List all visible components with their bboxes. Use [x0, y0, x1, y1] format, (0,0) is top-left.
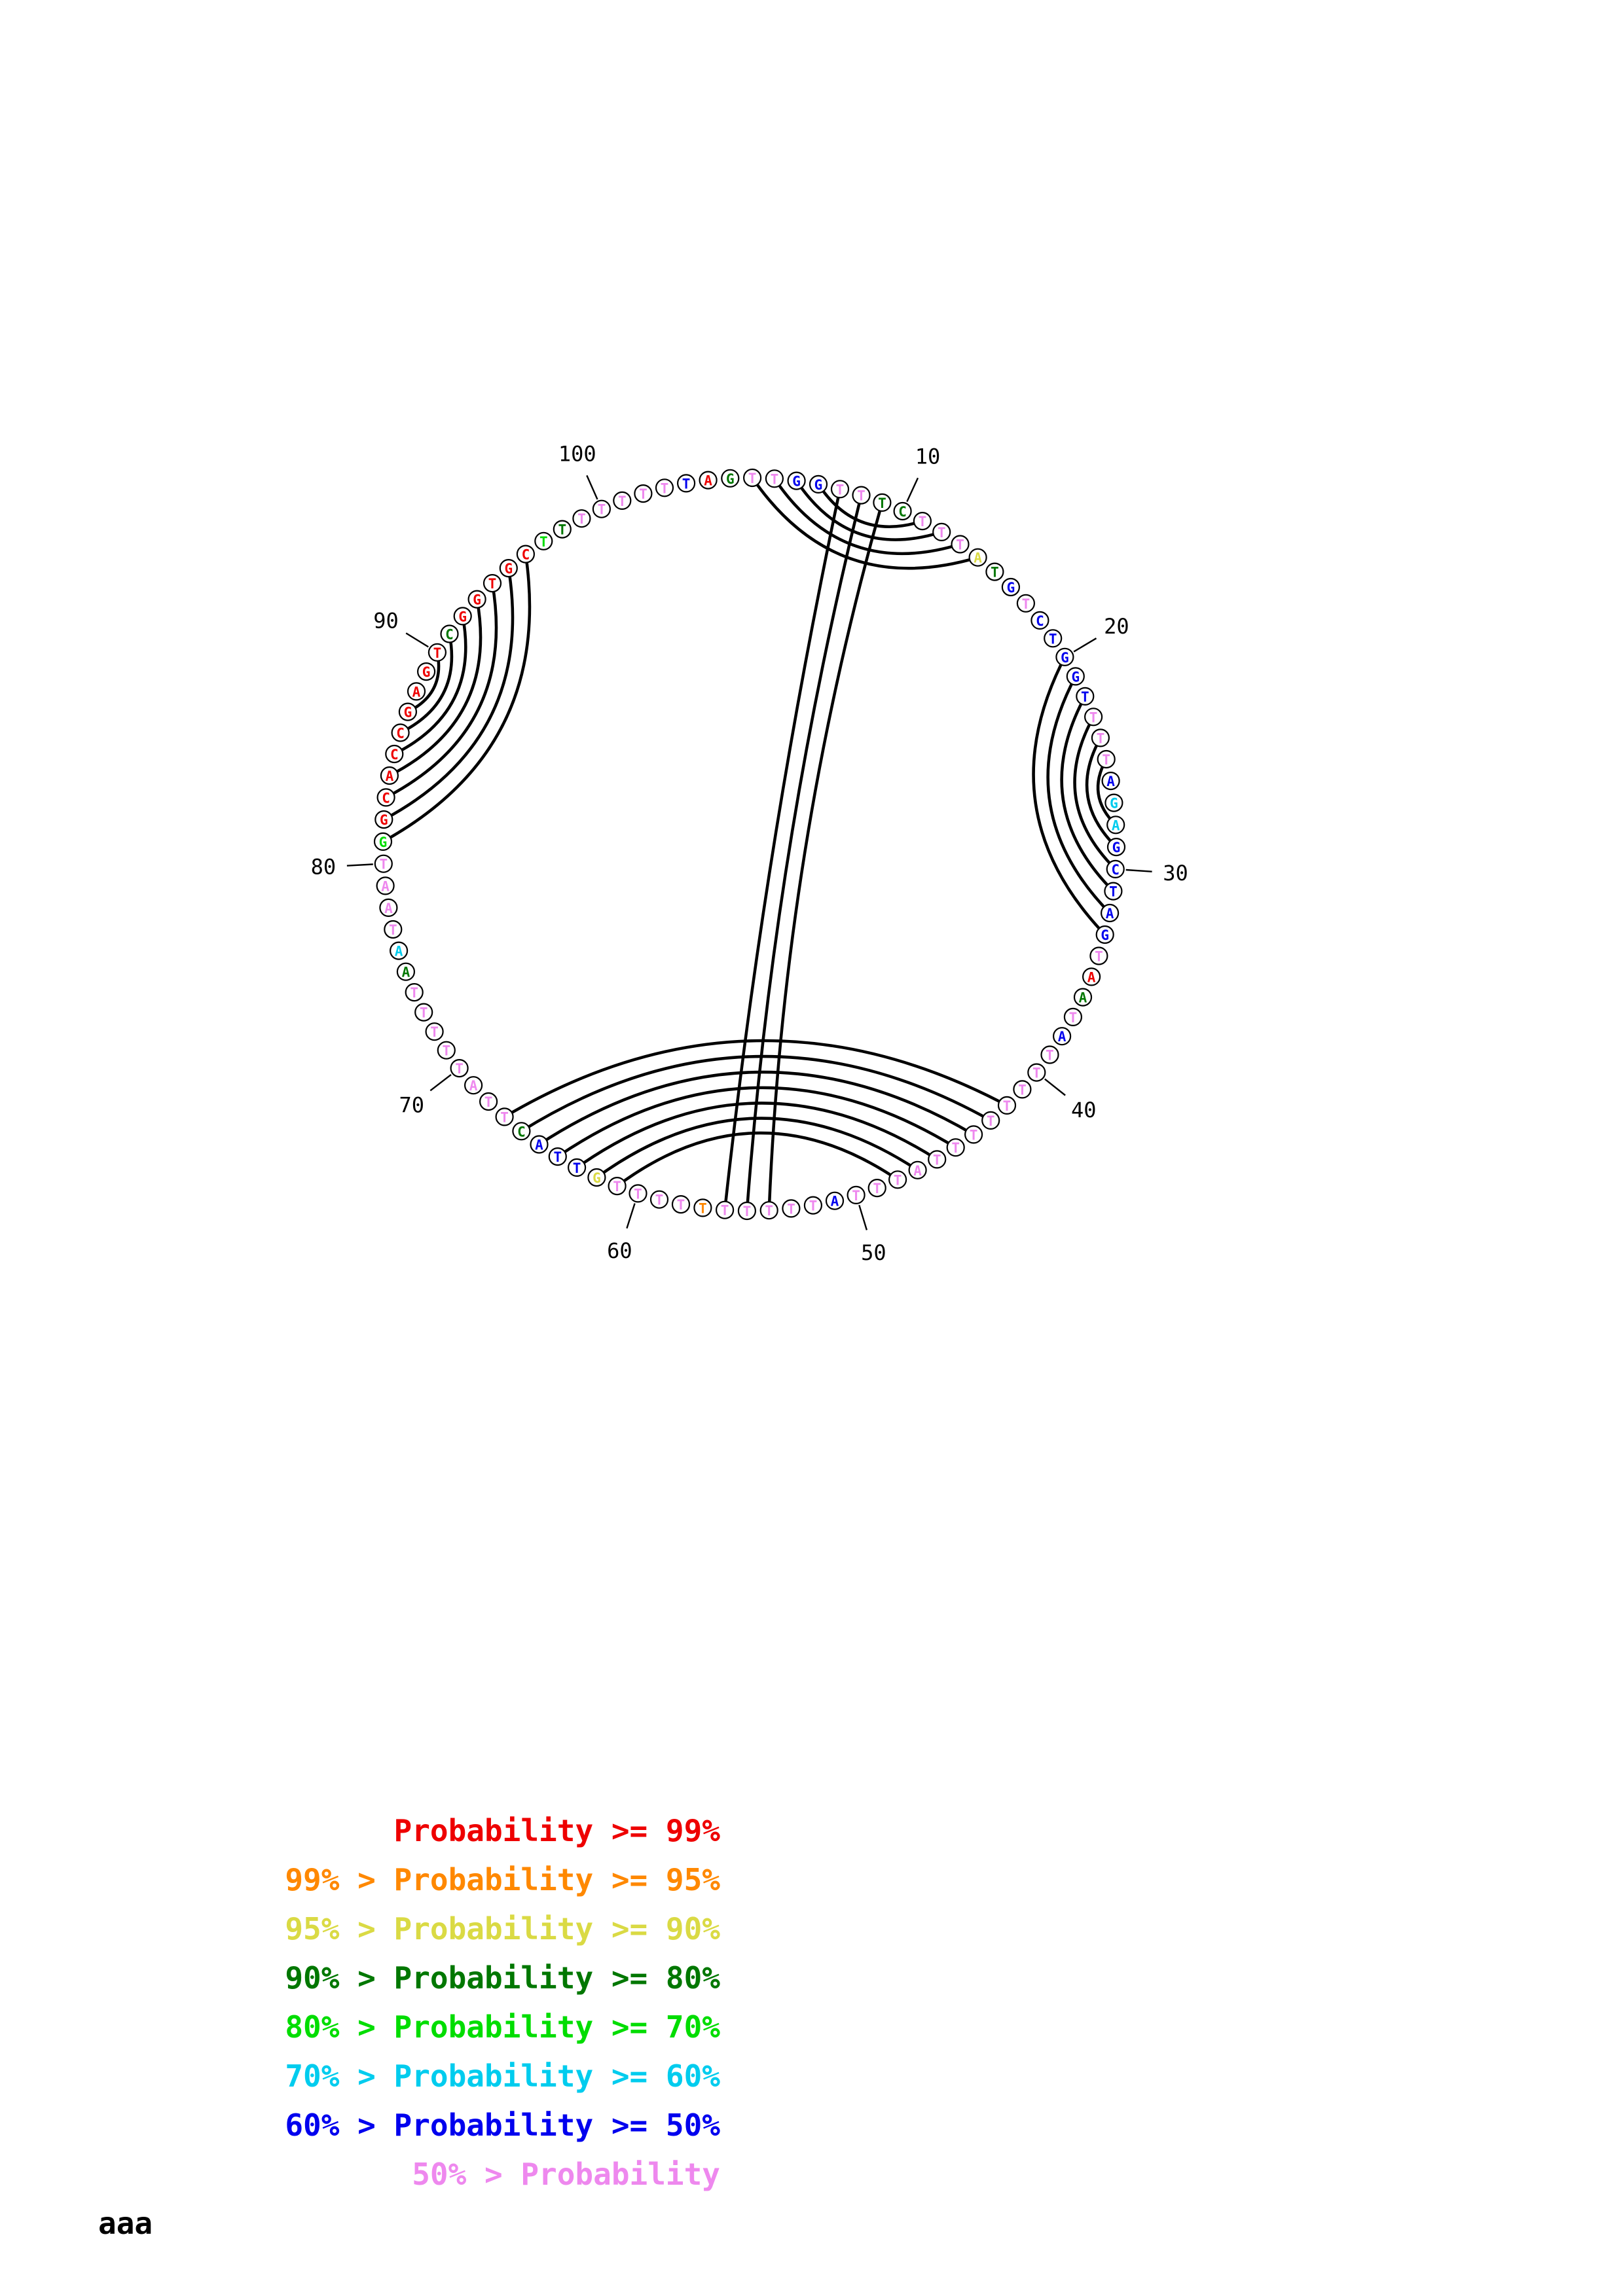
base-letter: A	[469, 1078, 478, 1094]
base-letter: T	[539, 533, 548, 550]
base-letter: T	[956, 537, 964, 553]
base-letter: A	[1078, 990, 1087, 1006]
base-letter: T	[442, 1043, 451, 1059]
legend-row: 50% > Probability	[412, 2157, 720, 2192]
base-node-layer	[374, 469, 1125, 1219]
base-letter: T	[809, 1198, 818, 1214]
tick-line	[1126, 870, 1152, 872]
base-letter: T	[748, 471, 757, 486]
tick-line	[347, 865, 373, 866]
legend-row: 99% > Probability >= 95%	[285, 1862, 720, 1897]
base-letter: G	[1112, 840, 1121, 856]
tick-label: 20	[1104, 613, 1129, 639]
base-letter: T	[419, 1005, 428, 1021]
tick-line	[627, 1204, 634, 1229]
base-letter: T	[1021, 596, 1030, 612]
base-letter: T	[1096, 730, 1105, 747]
base-letter: G	[792, 473, 801, 490]
base-letter: A	[1057, 1029, 1067, 1045]
base-letter: T	[655, 1192, 664, 1208]
base-letter: T	[572, 1160, 581, 1176]
base-letter: T	[1068, 1009, 1078, 1026]
base-letter: G	[1061, 649, 1069, 666]
base-letter: T	[742, 1204, 752, 1219]
base-letter: T	[379, 856, 388, 872]
base-letter: T	[699, 1200, 707, 1217]
tick-label: 10	[915, 444, 941, 469]
base-letter: T	[577, 511, 586, 528]
base-letter: T	[1089, 709, 1098, 726]
base-letter: A	[1106, 774, 1115, 790]
base-pair-arc	[1098, 759, 1116, 825]
base-letter: G	[504, 561, 513, 577]
base-letter: A	[913, 1162, 922, 1179]
legend-row: 60% > Probability >= 50%	[285, 2108, 720, 2143]
tick-label: 60	[607, 1238, 632, 1263]
base-letter: A	[1111, 817, 1120, 834]
base-letter: T	[1080, 689, 1089, 705]
base-letter: T	[770, 471, 779, 488]
base-letter: A	[974, 550, 982, 566]
base-letter: T	[835, 482, 845, 498]
tick-label: 40	[1071, 1097, 1097, 1122]
base-letter: T	[639, 486, 647, 503]
tick-label: 30	[1163, 861, 1188, 886]
base-pair-arc	[1034, 657, 1105, 935]
tick-line	[859, 1205, 867, 1230]
base-letter: T	[553, 1149, 562, 1166]
base-letter: C	[396, 725, 405, 742]
base-letter: T	[857, 488, 866, 504]
base-letter: G	[1006, 580, 1015, 596]
base-letter: G	[1071, 669, 1080, 685]
base-pair-arc	[384, 568, 513, 819]
base-letter: T	[1046, 1047, 1054, 1064]
tick-line	[1045, 1079, 1065, 1096]
base-letter: T	[484, 1094, 493, 1110]
base-letter: T	[986, 1113, 995, 1129]
base-letter: G	[1101, 927, 1110, 943]
legend-row: 90% > Probability >= 80%	[285, 1960, 720, 1996]
tick-label: 50	[861, 1240, 886, 1265]
base-letter: T	[634, 1186, 642, 1202]
tick-line	[907, 478, 918, 501]
base-letter: T	[893, 1172, 902, 1189]
base-letter: A	[385, 768, 394, 784]
legend-row: 95% > Probability >= 90%	[285, 1911, 720, 1946]
base-letter: A	[384, 900, 393, 916]
base-letter: T	[455, 1061, 464, 1077]
base-letter: T	[433, 645, 442, 661]
base-letter: C	[382, 790, 390, 806]
base-letter: T	[1048, 631, 1057, 647]
base-letter: G	[725, 471, 735, 487]
base-letter: T	[488, 576, 497, 592]
tick-label: 100	[558, 441, 596, 467]
base-letter: T	[873, 1181, 882, 1197]
base-letter: T	[1018, 1082, 1027, 1098]
tick-line	[430, 1075, 451, 1090]
legend-row: Probability >= 99%	[393, 1813, 720, 1848]
base-letter: A	[1105, 906, 1114, 922]
base-letter: C	[1111, 861, 1120, 878]
tick-label: 70	[399, 1092, 425, 1118]
base-letter: T	[937, 524, 946, 541]
base-letter: A	[535, 1137, 543, 1153]
base-letter: C	[445, 626, 454, 643]
base-letter: T	[720, 1202, 729, 1219]
base-letter: T	[1032, 1065, 1041, 1081]
base-letter: T	[558, 522, 567, 538]
base-letter: T	[951, 1140, 960, 1157]
tick-line	[406, 633, 428, 647]
base-letter: T	[500, 1109, 509, 1126]
probability-legend	[98, 1806, 818, 2199]
base-letter: C	[517, 1124, 526, 1140]
base-letter: G	[422, 664, 431, 681]
base-letter: T	[430, 1024, 439, 1041]
tick-line	[587, 475, 597, 499]
tick-label: 80	[310, 854, 337, 880]
base-letter: A	[704, 473, 712, 489]
base-letter: C	[898, 504, 907, 520]
base-pair-arc	[725, 489, 840, 1210]
base-letter: G	[403, 704, 412, 721]
base-letter: T	[597, 501, 606, 518]
base-letter: C	[1036, 613, 1044, 629]
base-letter: T	[676, 1197, 685, 1213]
base-letter: C	[390, 747, 399, 762]
base-letter: G	[379, 812, 388, 829]
base-letter: T	[918, 514, 927, 530]
base-letter: T	[410, 985, 419, 1001]
base-letter: G	[593, 1170, 601, 1186]
base-letter: G	[1110, 795, 1118, 812]
base-letter: T	[765, 1203, 774, 1219]
base-letter: A	[830, 1193, 839, 1210]
tick-mark-layer	[311, 442, 1188, 1265]
base-letter: T	[1095, 948, 1103, 965]
base-letter: A	[394, 943, 403, 960]
base-letter: T	[969, 1127, 978, 1143]
base-letter: G	[458, 609, 467, 625]
base-letter: G	[378, 834, 388, 850]
base-pair-arc	[408, 653, 439, 712]
base-letter: T	[613, 1179, 621, 1195]
sequence-name-label: aaa	[98, 2206, 153, 2241]
base-letter: T	[932, 1152, 941, 1168]
base-letter: A	[412, 684, 421, 700]
base-letter: T	[1109, 884, 1118, 900]
base-letter: T	[660, 480, 669, 497]
base-letter: T	[878, 495, 886, 511]
base-letter: C	[521, 547, 530, 563]
base-letter: G	[814, 476, 823, 493]
base-letter: T	[991, 564, 999, 581]
base-letter: T	[787, 1201, 795, 1217]
base-letter: T	[388, 922, 397, 938]
base-pair-arc	[383, 554, 530, 842]
base-pair-arc	[577, 1103, 937, 1167]
legend-row: 80% > Probability >= 70%	[285, 2009, 720, 2045]
base-letter: A	[401, 964, 410, 980]
base-letter: A	[381, 878, 390, 895]
base-letter: T	[1002, 1098, 1012, 1114]
base-letter: A	[1087, 969, 1096, 986]
tick-label: 90	[373, 608, 399, 634]
base-letter: T	[617, 493, 627, 509]
legend-row: 70% > Probability >= 60%	[285, 2058, 720, 2094]
base-letter: T	[1102, 752, 1111, 768]
base-letter: G	[473, 592, 481, 608]
base-letter: T	[682, 476, 691, 492]
tick-line	[1074, 638, 1096, 652]
base-letter: T	[852, 1187, 860, 1204]
